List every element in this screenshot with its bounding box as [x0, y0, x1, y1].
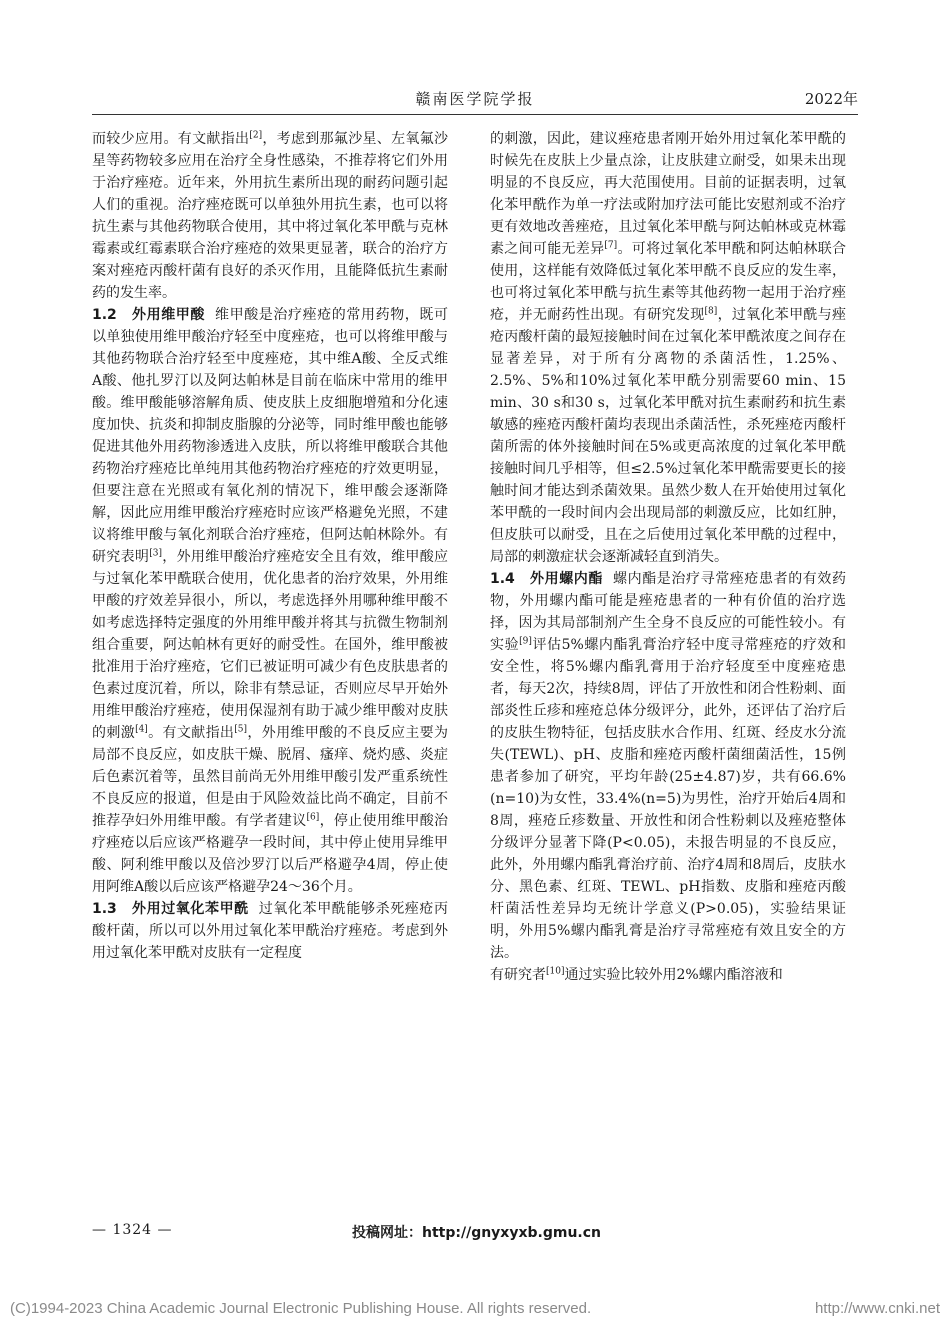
citation-ref: [4]	[135, 724, 148, 735]
journal-name: 赣南医学院学报	[415, 90, 535, 108]
section-1-3: 1.3 外用过氧化苯甲酰 过氧化苯甲酰能够杀死痤疮丙酸杆菌，所以可以外用过氧化苯甲酰治疗痤疮。考虑到外用过氧化苯甲酰对皮肤有一定程度	[92, 901, 448, 961]
section-1-4: 1.4 外用螺内酯 螺内酯是治疗寻常痤疮患者的有效药物，外用螺内酯可能是痤疮患者的一种有价值的治疗选择，因为其局部制剂产生全身不良反应的可能性较小。有实验[9]评估5%螺内酯乳膏治疗轻中度寻常痤疮的疗效和安全性，将5%螺内酯乳膏用于治疗轻度至中度痤疮患者，每天2次，持续8周，评估了开放性和闭合性粉刺、面部炎性丘疹和痤疮总体分级评分，此外，还评估了治疗后的皮肤生物特征，包括皮肤水合作用、红斑、经皮水分流失(TEWL)、pH、皮脂和痤疮丙酸杆菌细菌活性，15例患者参加了研究，平均年龄(25±4.87)岁，共有66.6%(n=10)为女性，33.4%(n=5)为男性，治疗开始后4周和8周，痤疮丘疹数量、开放性和闭合性粉刺以及痤疮整体分级评分显著下降(P<0.05)，未报告明显的不良反应，此外，外用螺内酯乳膏治疗前、治疗4周和8周后，皮肤水分、黑色素、红斑、TEWL、pH指数、皮脂和痤疮丙酸杆菌活性差异均无统计学意义(P>0.05)，实验结果证明，外用5%螺内酯乳膏是治疗寻常痤疮有效且安全的方法。	[490, 571, 846, 961]
section-1-2: 1.2 外用维甲酸 维甲酸是治疗痤疮的常用药物，既可以单独使用维甲酸治疗轻至中度痤疮，也可以将维甲酸与其他药物联合治疗轻至中度痤疮，其中维A酸、全反式维A酸、他扎罗汀以及阿达帕林是目前在临床中常用的维甲酸。维甲酸能够溶解角质、使皮肤上皮细胞增殖和分化速度加快、抗炎和抑制皮脂腺的分泌等，同时维甲酸也能够促进其他外用药物渗透进入皮肤，所以将维甲酸联合其他药物治疗痤疮比单纯用其他药物治疗痤疮的疗效更明显，但要注意在光照或有氧化剂的情况下，维甲酸会逐渐降解，因此应用维甲酸治疗痤疮时应该严格避免光照，不建议将维甲酸与氧化剂联合治疗痤疮，但阿达帕林除外。有研究表明[3]，外用维甲酸治疗痤疮安全且有效，维甲酸应与过氧化苯甲酰联合使用，优化患者的治疗效果，外用维甲酸的疗效差异很小，所以，考虑选择外用哪种维甲酸不如考虑选择特定强度的外用维甲酸并将其与抗微生物制剂组合重要，阿达帕林有更好的耐受性。在国外，维甲酸被批准用于治疗痤疮，它们已被证明可减少有色皮肤患者的色素过度沉着，所以，除非有禁忌证，否则应尽早开始外用维甲酸治疗痤疮，使用保湿剂有助于减少维甲酸对皮肤的刺激[4]。有文献指出[5]，外用维甲酸的不良反应主要为局部不良反应，如皮肤干燥、脱屑、瘙痒、烧灼感、炎症后色素沉着等，虽然目前尚无外用维甲酸引发严重系统性不良反应的报道，但是由于风险效益比尚不确定，目前不推荐孕妇外用维甲酸。有学者建议[6]，停止使用维甲酸治疗痤疮以后应该严格避孕一段时间，其中停止使用异维甲酸、阿利维甲酸以及倍沙罗汀以后严格避孕4周，停止使用阿维A酸以后应该严格避孕24～36个月。	[92, 307, 449, 895]
submission-site: 投稿网址：http://gnyxyxb.gmu.cn	[352, 1225, 601, 1241]
section-heading: 1.2 外用维甲酸	[92, 307, 205, 323]
copyright-watermark	[10, 1300, 940, 1317]
paragraph: 有研究者[10]通过实验比较外用2%螺内酯溶液和	[490, 966, 783, 983]
page-footer	[92, 1222, 858, 1244]
copyright-text: (C)1994-2023 China Academic Journal Electronic Publishing House. All rights reserved.	[10, 1300, 592, 1317]
section-heading: 1.4 外用螺内酯	[490, 571, 603, 587]
citation-ref: [6]	[306, 812, 320, 823]
citation-ref: [8]	[704, 306, 718, 317]
left-column	[92, 128, 448, 964]
citation-ref: [2]	[249, 130, 263, 141]
paragraph: 而较少应用。有文献指出[2]，考虑到那氟沙星、左氧氟沙星等药物较多应用在治疗全身性感染，不推荐将它们外用于治疗痤疮。近年来，外用抗生素所出现的耐药问题引起人们的重视。治疗痤疮既可以单独外用抗生素，也可以将抗生素与其他药物联合使用，其中将过氧化苯甲酰与克林霉素或红霉素联合治疗痤疮的效果更显著，联合的治疗方案对痤疮丙酸杆菌有良好的杀灭作用，且能降低抗生素耐药的发生率。	[92, 130, 449, 301]
citation-ref: [10]	[546, 966, 565, 977]
paragraph: 的刺激，因此，建议痤疮患者刚开始外用过氧化苯甲酰的时候先在皮肤上少量点涂，让皮肤建立耐受，如果未出现明显的不良反应，再大范围使用。目前的证据表明，过氧化苯甲酰作为单一疗法或附加疗法可能比安慰剂或不治疗更有效地改善痤疮，且过氧化苯甲酰与阿达帕林或克林霉素之间可能无差异[7]。可将过氧化苯甲酰和阿达帕林联合使用，这样能有效降低过氧化苯甲酰不良反应的发生率，也可将过氧化苯甲酰与抗生素等其他药物一起用于治疗痤疮，并无耐药性出现。有研究发现[8]，过氧化苯甲酰与痤疮丙酸杆菌的最短接触时间在过氧化苯甲酰浓度之间存在显著差异，对于所有分离物的杀菌活性，1.25%、2.5%、5%和10%过氧化苯甲酰分别需要60 min、15 min、30 s和30 s，过氧化苯甲酰对抗生素耐药和抗生素敏感的痤疮丙酸杆菌均表现出杀菌活性，杀死痤疮丙酸杆菌所需的体外接触时间在5%或更高浓度的过氧化苯甲酰接触时间几乎相等，但≤2.5%过氧化苯甲酰需要更长的接触时间才能达到杀菌效果。虽然少数人在开始使用过氧化苯甲酰的一段时间内会出现局部的刺激反应，比如红肿，但皮肤可以耐受，且在之后使用过氧化苯甲酰的过程中，局部的刺激症状会逐渐减轻直到消失。	[490, 131, 847, 565]
citation-ref: [9]	[519, 636, 532, 647]
citation-ref: [7]	[604, 240, 618, 251]
running-header	[92, 88, 858, 112]
cnki-link: http://www.cnki.net	[814, 1300, 940, 1317]
citation-ref: [5]	[234, 724, 248, 735]
citation-ref: [3]	[149, 548, 162, 559]
header-divider	[92, 114, 858, 115]
page-number: — 1324 —	[92, 1222, 173, 1238]
right-column	[490, 128, 846, 986]
section-heading: 1.3 外用过氧化苯甲酰	[92, 901, 249, 917]
journal-year: 2022年	[804, 90, 858, 108]
